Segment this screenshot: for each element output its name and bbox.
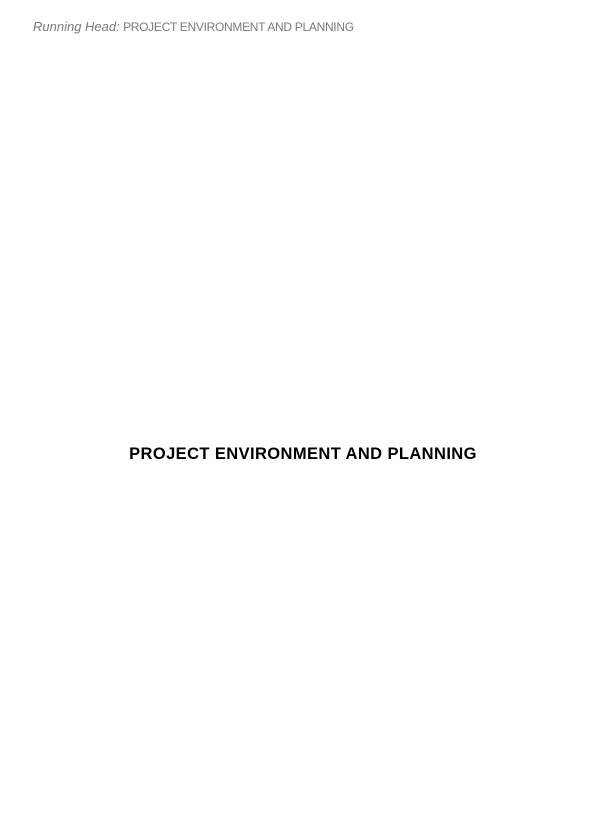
document-title: PROJECT ENVIRONMENT AND PLANNING xyxy=(129,445,477,463)
running-head-text: PROJECT ENVIRONMENT AND PLANNING xyxy=(123,20,354,34)
running-head-label: Running Head: xyxy=(33,19,120,34)
running-head xyxy=(33,19,354,35)
